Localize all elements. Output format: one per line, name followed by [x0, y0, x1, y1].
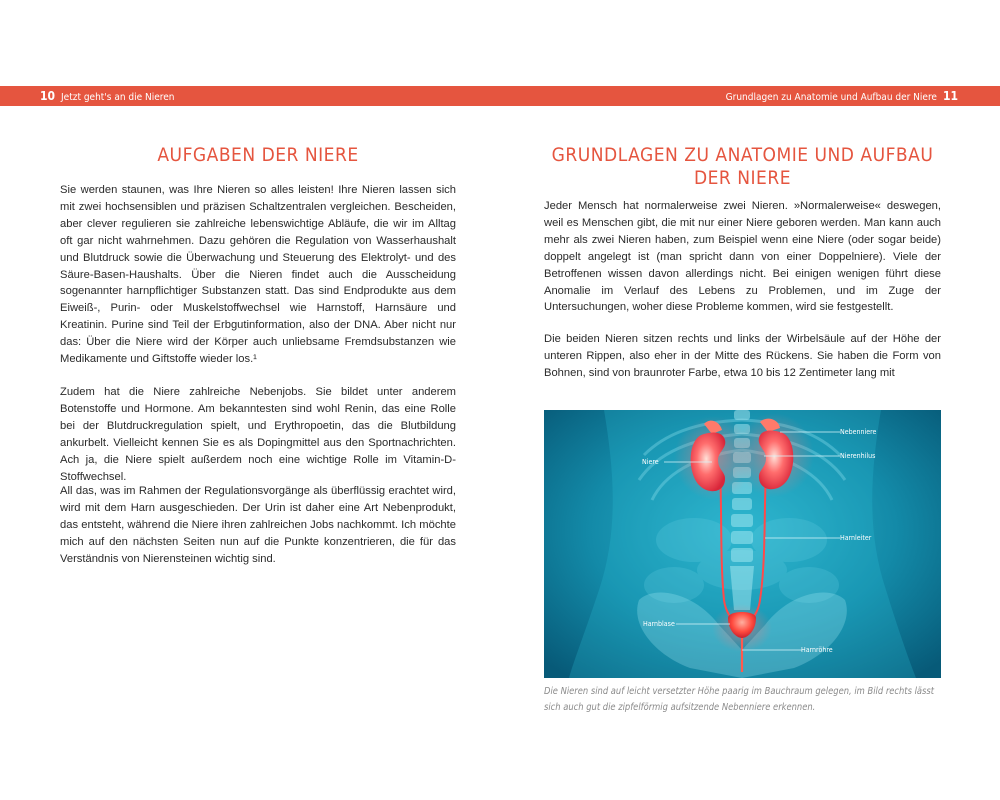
left-page-heading: AUFGABEN DER NIERE: [157, 144, 359, 166]
right-page-heading: [544, 144, 941, 190]
kidney-anatomy-illustration: [544, 410, 941, 678]
right-header-title: Grundlagen zu Anatomie und Aufbau der Niere: [725, 92, 937, 103]
right-paragraph-2: Die beiden Nieren sitzen rechts und links der Wirbelsäule auf der Höhe der unteren Rippen, also eher in der Mitte des Rückens. Sie haben die Form von Bohnen, sind von braunroter Farbe, etwa 10 bis 12 Zentimeter lang mit: [544, 333, 941, 379]
running-header: [0, 86, 1000, 106]
kidney-anatomy-figure: [544, 410, 941, 678]
figure-caption: Die Nieren sind auf leicht versetzter Höhe paarig im Bauchraum gelegen, im Bild rechts lässt sich auch gut die zipfelförmig aufsitzende Nebenniere erkennen.: [544, 686, 935, 713]
left-running-header: [40, 86, 175, 106]
left-page-number: 10: [40, 89, 56, 103]
left-paragraph-1: Sie werden staunen, was Ihre Nieren so alles leisten! Ihre Nieren lassen sich mit zwei hochsensiblen und präzisen Schaltzentralen vergleichen. Bescheiden, aber clever regulieren sie zahlreiche lebenswichtige Abläufe, die wir im Alltag oft gar nicht wahrnehmen. Dazu gehören die Regulation von Wasserhaushalt und Blutdruck sowie die Überwachung und Steuerung des Elektrolyt- und des Säure-Basen-Haushalts. Über die Nieren findet auch die Ausscheidung sogenannter harnpflichtiger Substanzen statt. Das sind Endprodukte aus dem Eiweiß-, Purin- oder Muskelstoffwechsel wie Harnstoff, Harnsäure und Kreatinin. Purine sind Teil der Erbgutinformation, also der DNA. Aber nicht nur das: Über die Niere wird der Körper auch unliebsame Fremdsubstanzen wie Medikamente und Giftstoffe wieder los.¹: [60, 184, 456, 366]
label-nebenniere: Nebenniere: [840, 428, 877, 436]
label-niere: Niere: [642, 458, 659, 466]
left-paragraph-2: Zudem hat die Niere zahlreiche Nebenjobs. Sie bildet unter anderem Botenstoffe und Hormone. Am bekanntesten sind wohl Renin, das eine Rolle bei der Blutdruckregulation spielt, und Erythropoetin, das die Blutbildung ankurbelt. Vielleicht kennen Sie es als Dopingmittel aus den Sportnachrichten. Ach ja, die Niere spielt außerdem noch eine wichtige Rolle im Vitamin-D-Stoffwechsel.: [60, 386, 456, 483]
label-harnroehre: Harnröhre: [801, 646, 833, 654]
label-nierenhilus: Nierenhilus: [840, 452, 876, 460]
right-heading-line-1: GRUNDLAGEN ZU ANATOMIE UND AUFBAU: [551, 144, 934, 166]
right-running-header: [726, 86, 958, 106]
label-harnleiter: Harnleiter: [840, 534, 872, 542]
right-heading-line-2: DER NIERE: [693, 167, 792, 189]
right-page-number: 11: [942, 89, 958, 103]
left-header-title: Jetzt geht's an die Nieren: [61, 92, 175, 103]
label-harnblase: Harnblase: [643, 620, 675, 628]
left-paragraph-3: All das, was im Rahmen der Regulationsvorgänge als überflüssig erachtet wird, wird mit dem Harn ausgeschieden. Der Urin ist daher eine Art Nebenprodukt, das entsteht, während die Niere ihren zahlreichen Jobs nachkommt. Ich möchte mich auf den nächsten Seiten nun auf die Punkte konzentrieren, die für das Verständnis von Nierensteinen wichtig sind.: [60, 485, 456, 565]
right-paragraph-1: Jeder Mensch hat normalerweise zwei Nieren. »Normalerweise« deswegen, weil es Menschen gibt, die mit nur einer Niere geboren werden. Man kann auch mehr als zwei Nieren haben, zum Beispiel wenn eine Niere (oder sogar beide) doppelt angelegt ist (man spricht dann von einer Doppelniere). Viele der Betroffenen wissen davon allerdings nicht. Bei einigen wenigen führt diese Anomalie im Verlauf des Lebens zu Problemen, und im Zuge der Untersuchungen, woher diese Probleme kommen, wird sie festgestellt.: [544, 200, 941, 314]
